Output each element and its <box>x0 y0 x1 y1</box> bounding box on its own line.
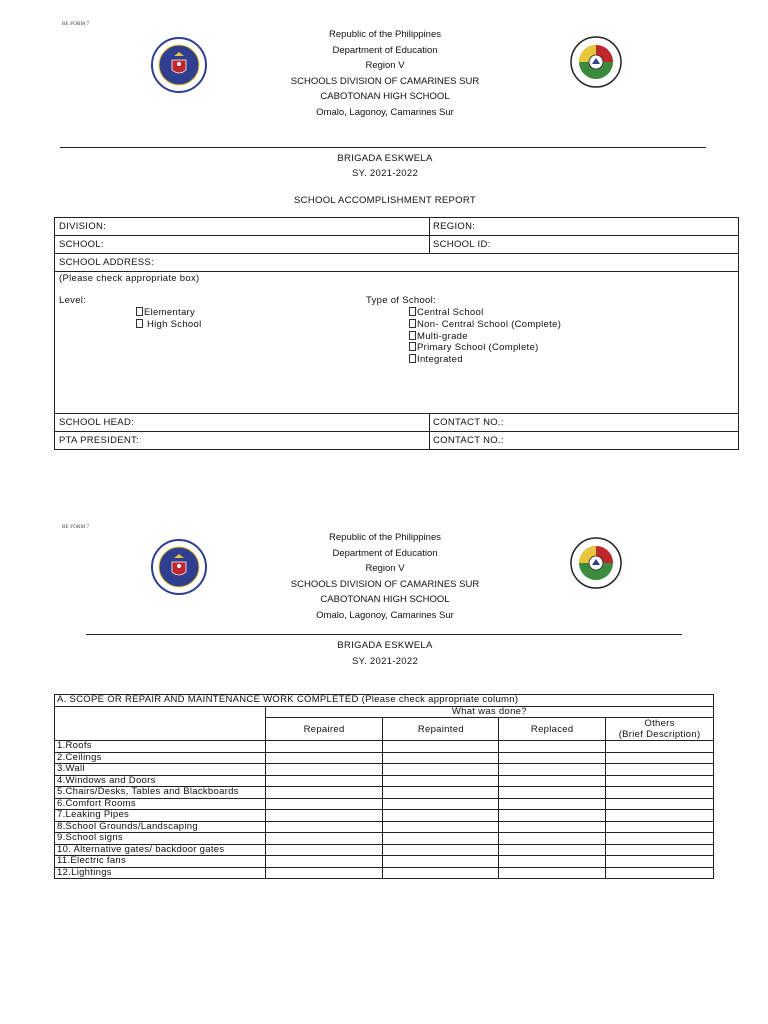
header-divider <box>86 634 682 635</box>
item-label: 2.Ceilings <box>55 752 266 764</box>
check-cell-others[interactable] <box>606 856 714 868</box>
checkbox-icon[interactable] <box>409 307 416 316</box>
checkbox-icon[interactable] <box>136 307 143 316</box>
table-section-row <box>55 695 714 707</box>
check-cell-others[interactable] <box>606 798 714 810</box>
check-cell-others[interactable] <box>606 787 714 799</box>
table-body <box>55 741 714 879</box>
check-cell-repaired[interactable] <box>265 798 383 810</box>
table-row <box>55 787 714 799</box>
check-cell-replaced[interactable] <box>499 856 606 868</box>
check-cell-repainted[interactable] <box>383 833 499 845</box>
table-row <box>55 798 714 810</box>
checkbox-icon[interactable] <box>409 319 416 328</box>
school-info-form <box>54 217 739 450</box>
level-label: Level: <box>59 295 87 306</box>
section-title: A. SCOPE OR REPAIR AND MAINTENANCE WORK COMPLETED (Please check appropriate column) <box>55 695 714 707</box>
header-department: Department of Education <box>332 44 438 56</box>
check-cell-others[interactable] <box>606 867 714 879</box>
header-republic: Republic of the Philippines <box>329 532 441 543</box>
school-year: SY. 2021-2022 <box>351 168 419 179</box>
check-cell-repainted[interactable] <box>383 856 499 868</box>
check-cell-repainted[interactable] <box>383 775 499 787</box>
type-option-central[interactable] <box>409 307 484 319</box>
type-central-label: Central School <box>417 307 484 318</box>
header-department: Department of Education <box>332 547 438 559</box>
item-label: 9.School signs <box>55 833 266 845</box>
item-label: 12.Lightings <box>55 867 266 879</box>
header-school: CABOTONAN HIGH SCHOOL <box>320 594 450 605</box>
check-cell-others[interactable] <box>606 752 714 764</box>
check-cell-others[interactable] <box>606 844 714 856</box>
level-option-elementary[interactable] <box>136 307 195 319</box>
deped-seal-logo <box>150 36 208 94</box>
table-row <box>55 810 714 822</box>
col-others-label: Others <box>644 718 675 729</box>
item-label: 4.Windows and Doors <box>55 775 266 787</box>
check-cell-repainted[interactable] <box>383 810 499 822</box>
type-option-integrated[interactable] <box>409 354 463 366</box>
check-cell-repainted[interactable] <box>383 764 499 776</box>
school-head-field[interactable]: SCHOOL HEAD: <box>55 414 430 431</box>
item-label: 6.Comfort Rooms <box>55 798 266 810</box>
table-row <box>55 844 714 856</box>
col-others-sub: (Brief Description) <box>618 729 701 740</box>
check-cell-replaced[interactable] <box>499 741 606 753</box>
region-field[interactable]: REGION: <box>433 221 476 232</box>
item-label: 11.Electric fans <box>55 856 266 868</box>
col-repaired: Repaired <box>265 718 383 741</box>
check-cell-repaired[interactable] <box>265 844 383 856</box>
type-option-primary[interactable] <box>409 342 539 354</box>
item-label: 7.Leaking Pipes <box>55 810 266 822</box>
school-seal-logo <box>569 536 623 590</box>
check-cell-repaired[interactable] <box>265 856 383 868</box>
check-cell-repainted[interactable] <box>383 821 499 833</box>
header-region: Region V <box>365 563 405 574</box>
header-division: SCHOOLS DIVISION OF CAMARINES SUR <box>290 578 480 590</box>
check-cell-repainted[interactable] <box>383 844 499 856</box>
table-row <box>55 856 714 868</box>
level-option-high-school[interactable] <box>136 319 201 331</box>
address-field[interactable]: SCHOOL ADDRESS: <box>59 257 154 268</box>
type-label: Type of School: <box>366 295 436 306</box>
check-cell-replaced[interactable] <box>499 844 606 856</box>
table-row <box>55 741 714 753</box>
check-cell-others[interactable] <box>606 810 714 822</box>
empty-cell <box>55 718 266 741</box>
header-divider <box>60 147 706 148</box>
item-label: 3.Wall <box>55 764 266 776</box>
check-cell-repainted[interactable] <box>383 787 499 799</box>
table-header-row <box>55 718 714 741</box>
header-region: Region V <box>365 60 405 71</box>
check-cell-repainted[interactable] <box>383 741 499 753</box>
check-cell-repaired[interactable] <box>265 787 383 799</box>
check-cell-replaced[interactable] <box>499 867 606 879</box>
item-label: 1.Roofs <box>55 741 266 753</box>
header-address: Omalo, Lagonoy, Camarines Sur <box>316 609 454 621</box>
school-head-contact-field[interactable]: CONTACT NO.: <box>433 417 504 428</box>
school-row <box>55 236 738 254</box>
check-cell-repaired[interactable] <box>265 764 383 776</box>
check-cell-replaced[interactable] <box>499 810 606 822</box>
check-cell-others[interactable] <box>606 821 714 833</box>
address-row <box>55 254 738 272</box>
program-title: BRIGADA ESKWELA <box>337 153 433 164</box>
check-cell-others[interactable] <box>606 833 714 845</box>
check-cell-repainted[interactable] <box>383 798 499 810</box>
school-head-row <box>55 414 738 432</box>
table-row <box>55 752 714 764</box>
school-year: SY. 2021-2022 <box>351 656 419 667</box>
type-option-non-central[interactable] <box>409 319 561 331</box>
check-cell-others[interactable] <box>606 741 714 753</box>
school-id-field[interactable]: SCHOOL ID: <box>433 239 491 250</box>
item-label: 5.Chairs/Desks, Tables and Blackboards <box>55 787 266 799</box>
checkbox-icon[interactable] <box>409 342 416 351</box>
check-cell-repaired[interactable] <box>265 867 383 879</box>
type-primary-label: Primary School (Complete) <box>417 342 539 353</box>
check-cell-replaced[interactable] <box>499 752 606 764</box>
check-cell-others[interactable] <box>606 775 714 787</box>
table-row <box>55 821 714 833</box>
item-label: 10. Alternative gates/ backdoor gates <box>55 844 266 856</box>
pta-row <box>55 432 738 449</box>
program-title: BRIGADA ESKWELA <box>337 640 433 651</box>
check-cell-repainted[interactable] <box>383 752 499 764</box>
deped-seal-logo <box>150 538 208 596</box>
check-cell-replaced[interactable] <box>499 787 606 799</box>
checkbox-icon[interactable] <box>409 331 416 340</box>
check-cell-repaired[interactable] <box>265 810 383 822</box>
type-option-multigrade[interactable] <box>409 331 468 343</box>
empty-cell <box>55 706 266 718</box>
check-cell-replaced[interactable] <box>499 775 606 787</box>
check-cell-replaced[interactable] <box>499 798 606 810</box>
school-field[interactable]: SCHOOL: <box>55 236 430 253</box>
school-type-section <box>55 272 738 414</box>
division-field[interactable]: DIVISION: <box>55 218 430 235</box>
type-non-central-label: Non- Central School (Complete) <box>417 319 562 330</box>
page1-header <box>230 27 540 120</box>
check-cell-repaired[interactable] <box>265 821 383 833</box>
level-high-school-label: High School <box>146 319 202 330</box>
table-group-row <box>55 706 714 718</box>
table-row <box>55 833 714 845</box>
check-cell-others[interactable] <box>606 764 714 776</box>
group-header: What was done? <box>265 706 713 718</box>
col-replaced: Replaced <box>499 718 606 741</box>
report-title: SCHOOL ACCOMPLISHMENT REPORT <box>294 195 476 206</box>
check-cell-replaced[interactable] <box>499 833 606 845</box>
header-school: CABOTONAN HIGH SCHOOL <box>320 91 450 102</box>
check-cell-repaired[interactable] <box>265 833 383 845</box>
table-row <box>55 764 714 776</box>
col-repainted: Repainted <box>383 718 499 741</box>
checkbox-icon[interactable] <box>409 354 416 363</box>
form-number: BE FORM 7 <box>62 22 90 27</box>
page2-header <box>230 530 540 623</box>
item-label: 8.School Grounds/Landscaping <box>55 821 266 833</box>
check-cell-replaced[interactable] <box>499 764 606 776</box>
checkbox-icon[interactable] <box>136 319 143 328</box>
header-republic: Republic of the Philippines <box>329 29 441 40</box>
level-elementary-label: Elementary <box>144 307 196 318</box>
form-number: BE FORM 7 <box>62 525 90 530</box>
check-cell-repaired[interactable] <box>265 775 383 787</box>
table-row <box>55 775 714 787</box>
header-division: SCHOOLS DIVISION OF CAMARINES SUR <box>290 75 480 87</box>
type-multigrade-label: Multi-grade <box>417 331 468 342</box>
school-seal-logo <box>569 35 623 89</box>
pta-president-field[interactable]: PTA PRESIDENT: <box>55 432 430 449</box>
table-row <box>55 867 714 879</box>
check-instruction: (Please check appropriate box) <box>59 273 200 284</box>
col-others <box>606 718 714 741</box>
header-address: Omalo, Lagonoy, Camarines Sur <box>316 106 454 118</box>
check-cell-replaced[interactable] <box>499 821 606 833</box>
check-cell-repaired[interactable] <box>265 752 383 764</box>
check-cell-repainted[interactable] <box>383 867 499 879</box>
pta-contact-field[interactable]: CONTACT NO.: <box>433 435 504 446</box>
division-region-row <box>55 218 738 236</box>
type-integrated-label: Integrated <box>417 354 463 365</box>
check-cell-repaired[interactable] <box>265 741 383 753</box>
repair-scope-table <box>54 694 714 879</box>
